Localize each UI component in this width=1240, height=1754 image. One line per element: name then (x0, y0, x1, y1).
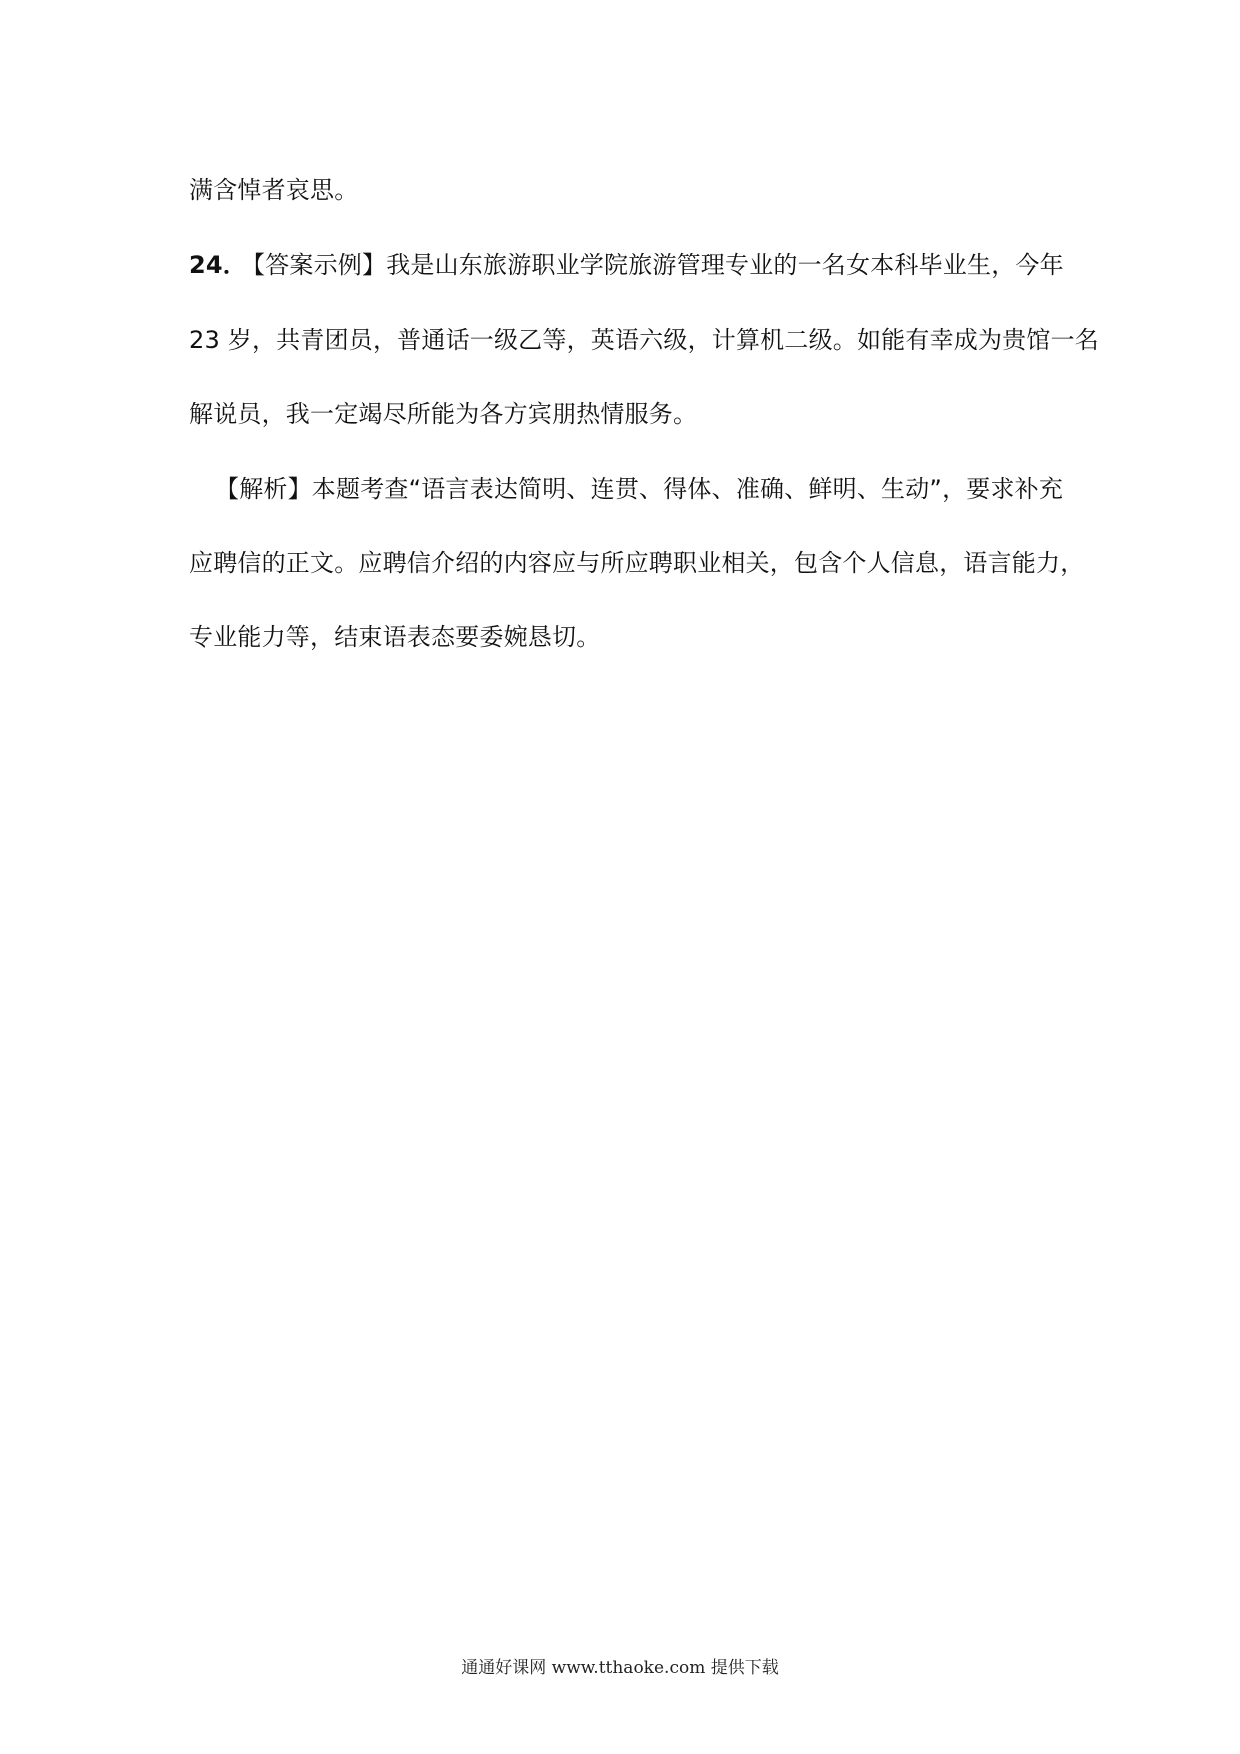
continuation-line: 满含悼者哀思。 (189, 176, 359, 204)
analysis-line-3: 专业能力等，结束语表态要委婉恳切。 (189, 623, 601, 651)
question-24-line-2: 23 岁，共青团员，普通话一级乙等，英语六级，计算机二级。如能有幸成为贵馆一名 (189, 326, 1099, 354)
analysis-line-1: 【解析】本题考查“语言表达简明、连贯、得体、准确、鲜明、生动”，要求补充 (215, 475, 1064, 503)
question-number: 24． (189, 251, 247, 279)
answer-example-tag: 【答案示例】 (253, 251, 387, 279)
question-24-line-1 (189, 249, 1064, 281)
answer-text-start: 我是山东旅游职业学院旅游管理专业的一名女本科毕业生，今年 (386, 251, 1064, 279)
question-24-line-3: 解说员，我一定竭尽所能为各方宾朋热情服务。 (189, 400, 698, 428)
page-footer: 通通好课网 www.tthaoke.com 提供下载 (461, 1658, 779, 1678)
analysis-line-2: 应聘信的正文。应聘信介绍的内容应与所应聘职业相关，包含个人信息，语言能力， (189, 549, 1085, 577)
